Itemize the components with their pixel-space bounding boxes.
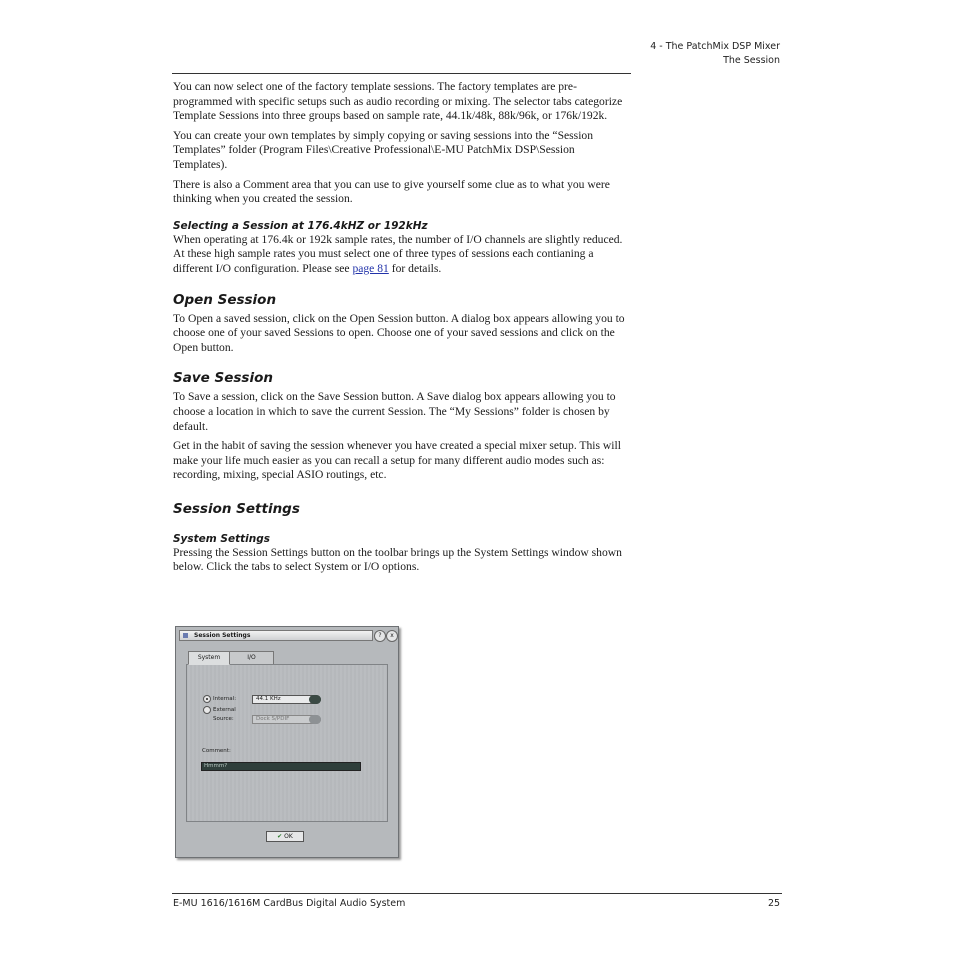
external-radio[interactable]	[203, 706, 211, 714]
ok-button[interactable]: ✔ OK	[266, 831, 304, 842]
body-text	[173, 80, 631, 580]
comment-label: Comment:	[202, 748, 231, 754]
subheading-selecting-session: Selecting a Session at 176.4kHZ or 192kHz	[173, 219, 428, 232]
paragraph: Pressing the Session Settings button on the toolbar brings up the System Settings window shown below. Click the tabs to select System or I/O options.	[173, 545, 622, 574]
check-icon: ✔	[277, 833, 283, 840]
tab-system[interactable]: System	[188, 651, 230, 665]
paragraph: You can now select one of the factory template sessions. The factory templates are pre-programmed with specific setups such as audio recording or mixing. The selector tabs categorize Template Sessions into three groups based on sample rate, 44.1k/48k, 88k/96k, or 176k/192k.	[173, 80, 623, 123]
paragraph: Get in the habit of saving the session whenever you have created a special mixer setup. This will make your life much easier as you can recall a setup for many different audio modes such as: recording, mixing, special ASIO routings, etc.	[173, 439, 621, 482]
external-label: External	[213, 707, 236, 713]
heading-open-session: Open Session	[173, 291, 277, 308]
footer-product: E-MU 1616/1616M CardBus Digital Audio System	[173, 898, 406, 909]
system-tab-panel	[186, 664, 388, 822]
dialog-title: Session Settings	[194, 632, 251, 639]
header-rule	[172, 73, 631, 74]
dialog-title-bar	[179, 630, 373, 641]
dropdown-knob-icon	[309, 715, 321, 724]
help-icon[interactable]: ?	[374, 630, 386, 642]
paragraph: When operating at 176.4k or 192k sample rates, the number of I/O channels are slightly reduced. At these high sample rates you must select one of three types of sessions each contianing a different I/O configuration. Please see page 81 for details.	[173, 232, 623, 275]
internal-radio[interactable]	[203, 695, 211, 703]
heading-save-session: Save Session	[173, 370, 273, 387]
page-number: 25	[768, 898, 781, 909]
tab-io[interactable]: I/O	[229, 651, 274, 665]
radio-selected-dot	[206, 698, 208, 700]
paragraph: To Open a saved session, click on the Open Session button. A dialog box appears allowing you to choose one of your saved Sessions to open. Choose one of your saved sessions and click on the Open button.	[173, 311, 625, 354]
dropdown-knob-icon	[309, 695, 321, 704]
section-title: The Session	[723, 55, 780, 66]
footer-rule	[172, 893, 782, 894]
paragraph: There is also a Comment area that you can use to give yourself some clue as to what you were thinking when you created the session.	[173, 177, 610, 206]
paragraph: You can create your own templates by simply copying or saving sessions into the “Session Templates” folder (Program Files\Creative Professional\E-MU PatchMix DSP\Session Templates).	[173, 128, 594, 171]
chapter-title: 4 - The PatchMix DSP Mixer	[650, 41, 780, 52]
page-81-link[interactable]: page 81	[352, 261, 389, 275]
running-header	[650, 40, 780, 68]
close-icon[interactable]: x	[386, 630, 398, 642]
window-icon	[183, 633, 188, 638]
external-source-select[interactable]: Dock S/PDIF	[252, 715, 321, 724]
internal-rate-select[interactable]: 44.1 KHz	[252, 695, 321, 704]
subheading-system-settings: System Settings	[173, 532, 270, 545]
session-settings-dialog	[175, 626, 399, 858]
comment-field[interactable]: Hmmm?	[201, 762, 361, 771]
source-label: Source:	[213, 716, 234, 722]
paragraph: To Save a session, click on the Save Session button. A Save dialog box appears allowing you to choose a location in which to save the current Session. The “My Sessions” folder is chosen by default.	[173, 390, 616, 433]
heading-session-settings: Session Settings	[173, 500, 300, 517]
internal-label: Internal:	[213, 696, 237, 702]
